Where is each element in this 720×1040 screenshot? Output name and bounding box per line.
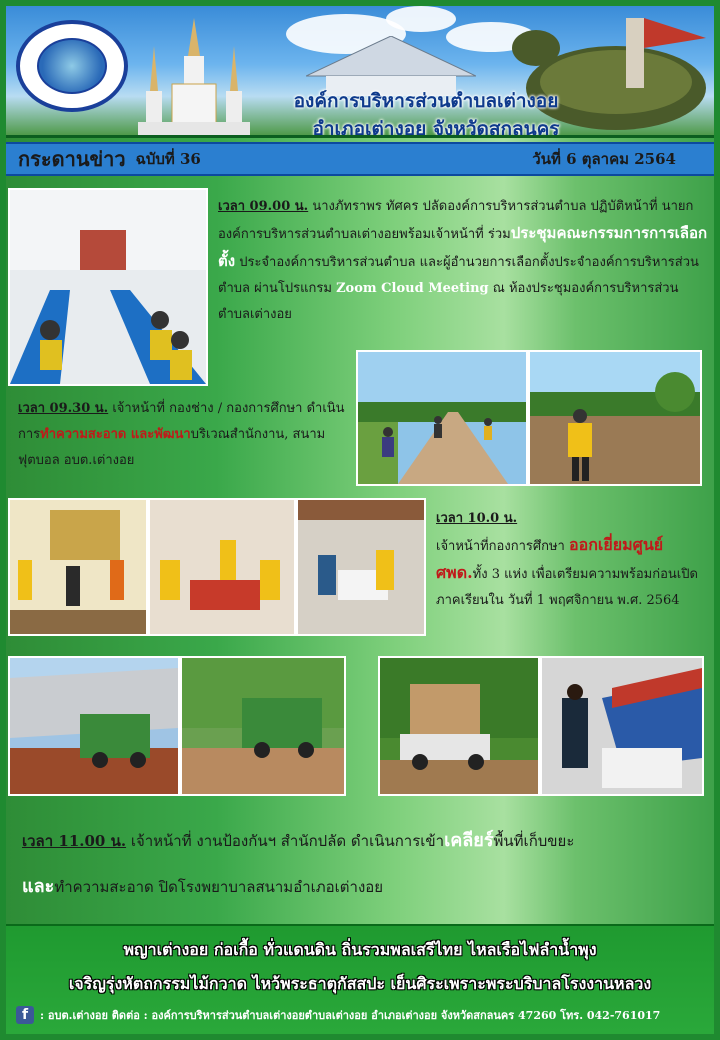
cleaning-photo-1 [356, 350, 528, 486]
news-item-2 [18, 396, 348, 474]
footer-contact [16, 1006, 706, 1024]
news3-text-a: เจ้าหน้าที่กองการศึกษา [436, 539, 569, 554]
newsletter-bar [6, 142, 714, 176]
news4-highlight-a: เคลียร์ [444, 830, 494, 851]
footer-motto-line-1: พญาเต่างอย ก่อเกื้อ ทั่วแดนดิน ถิ่นรวมพลเสรีไทย ไหลเรือไฟลำน้ำพุง [123, 940, 597, 959]
news4-text-a: เจ้าหน้าที่ งานป้องกันฯ สำนักปลัด ดำเนินการเข้า [126, 832, 445, 850]
issue-number: ฉบับที่ 36 [135, 150, 201, 168]
garbage-truck-photo-2 [180, 656, 346, 796]
news2-time: เวลา 09.30 น. [18, 401, 109, 416]
banner-subtitle: อำเภอเต่างอย จังหวัดสกลนคร [312, 118, 560, 138]
news1-highlight-b: Zoom Cloud Meeting [336, 281, 489, 296]
stupa-image [134, 16, 254, 138]
news1-text-b: ประจำองค์การบริหารส่วนตำบล และผู้อำนวยการเลือกตั้งประจำองค์การบริหารส่วนตำบล ผ่านโปรแกรม [218, 255, 699, 296]
news3-text-b: ทั้ง 3 แห่ง เพื่อเตรียมความพร้อมก่อนเปิดภาคเรียนใน วันที่ 1 พฤศจิกายน พ.ศ. 2564 [436, 567, 698, 608]
news1-time: เวลา 09.00 น. [218, 199, 309, 214]
mattress-loading-photo [540, 656, 704, 796]
child-center-photo-2 [148, 498, 296, 636]
news4-text-c: ทำความสะอาด ปิดโรงพยาบาลสนามอำเภอเต่างอย [54, 878, 384, 896]
news3-highlight: ออกเยี่ยมศูนย์ ศพด. [436, 535, 664, 582]
contact-text: : อบต.เต่างอย ติดต่อ : องค์การบริหารส่วนตำบลเต่างอยตำบลเต่างอย อำเภอเต่างอย จังหวัดสกลนคร 47260 โทร. 042-761017 [40, 1009, 661, 1022]
news3-time: เวลา 10.0 น. [436, 511, 518, 526]
news4-text-b: พื้นที่เก็บขยะ [493, 832, 575, 850]
news-item-1 [218, 194, 708, 328]
banner-title: องค์การบริหารส่วนตำบลเต่างอย [293, 90, 559, 112]
footer [6, 924, 714, 1034]
news2-text-b: บริเวณสำนักงาน, สนามฟุตบอล อบต.เต่างอย [18, 427, 326, 468]
news4-time: เวลา 11.00 น. [22, 832, 127, 850]
news1-text-a: นางภัทราพร ทัศคร ปลัดองค์การบริหารส่วนตำบล ปฏิบัติหน้าที่ นายกองค์การบริหารส่วนตำบลเต่างอยพร้อมเจ้าหน้าที่ ร่วม [218, 199, 694, 242]
child-center-photo-3 [296, 498, 426, 636]
news1-highlight-a: ประชุมคณะกรรมการการเลือกตั้ง [218, 224, 708, 270]
news4-highlight-b: และ [22, 876, 55, 897]
newsletter-name: กระดานข่าว [18, 147, 126, 171]
cleaning-photo-2 [528, 350, 702, 486]
news1-text-c: ณ ห้องประชุมองค์การบริหารส่วนตำบลเต่างอย [218, 281, 679, 322]
header-banner [6, 6, 714, 138]
footer-motto-line-2: เจริญรุ่งหัตถกรรมไม้กวาด ไหว้พระธาตุกัสสปะ เย็นศิระเพราะพระบริบาลโรงงานหลวง [68, 974, 652, 993]
news-item-3 [436, 506, 708, 614]
facebook-icon[interactable]: f [16, 1006, 34, 1024]
organization-seal [16, 20, 128, 112]
news2-highlight: ทำความสะอาด และพัฒนา [40, 427, 191, 442]
pickup-loading-photo [378, 656, 540, 796]
news2-text-a: เจ้าหน้าที่ กองช่าง / กองการศึกษา ดำเนินการ [18, 401, 345, 442]
child-center-photo-1 [8, 498, 148, 636]
meeting-photo [8, 188, 208, 386]
garbage-truck-photo-1 [8, 656, 180, 796]
issue-date: วันที่ 6 ตุลาคม 2564 [532, 150, 676, 168]
news-item-4 [22, 818, 702, 910]
